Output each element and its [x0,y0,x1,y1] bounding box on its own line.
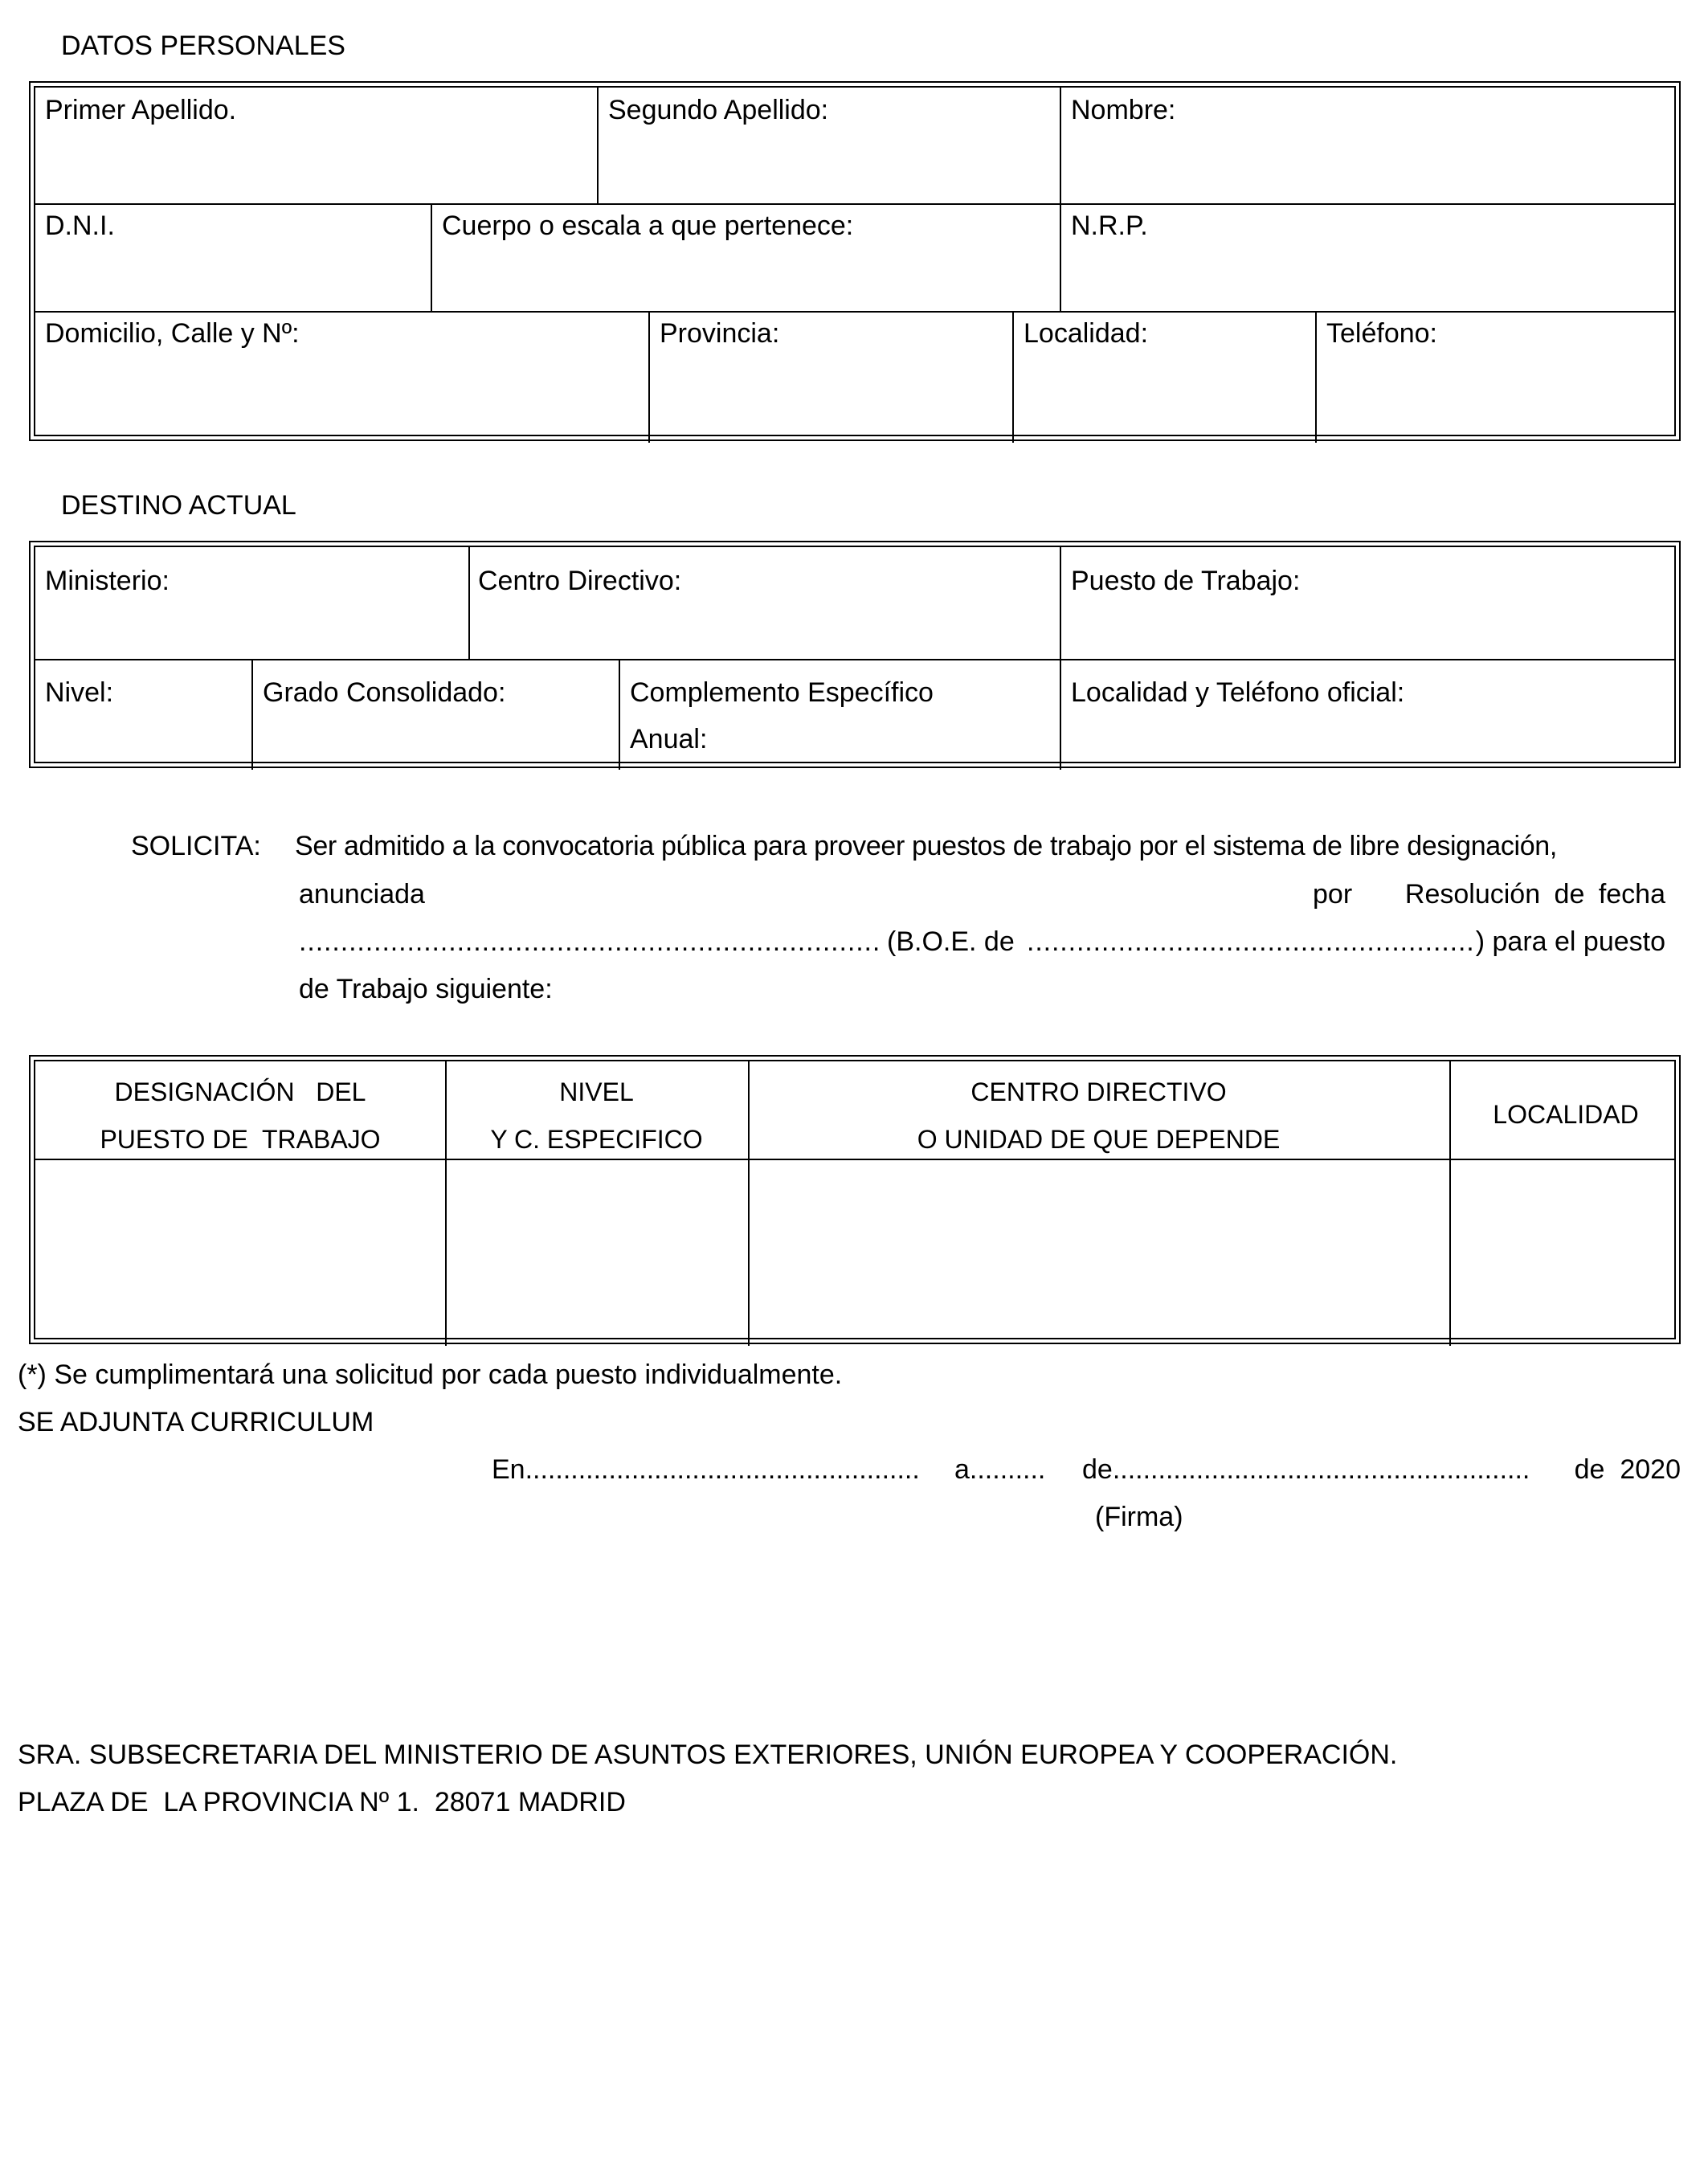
field-nivel[interactable]: Nivel: [45,677,114,708]
place-en[interactable]: En.................................................... [492,1454,920,1485]
col-divider [251,659,253,770]
field-localidad-telefono-oficial[interactable]: Localidad y Teléfono oficial: [1071,677,1405,708]
header-designacion-l2: PUESTO DE TRABAJO [100,1125,381,1154]
row-divider [35,311,1674,313]
solicita-para-el-puesto: ) para el puesto [1475,926,1665,957]
header-centro-directivo-l2: O UNIDAD DE QUE DEPENDE [917,1125,1281,1154]
solicita-line-4: de Trabajo siguiente: [299,974,553,1004]
field-segundo-apellido[interactable]: Segundo Apellido: [608,95,829,125]
solicita-boe-label: (B.O.E. de [887,926,1015,957]
col-divider [597,88,599,203]
recipient-line-1: SRA. SUBSECRETARIA DEL MINISTERIO DE ASUNTOS EXTERIORES, UNIÓN EUROPEA Y COOPERACIÓN. [18,1740,1398,1770]
field-complemento-especifico[interactable]: Complemento Específico [630,677,934,708]
date-year: de 2020 [1574,1454,1681,1485]
field-puesto-trabajo[interactable]: Puesto de Trabajo: [1071,566,1301,596]
datos-personales-box [29,81,1681,441]
section-title-destino-actual: DESTINO ACTUAL [61,490,296,521]
section-title-datos-personales: DATOS PERSONALES [61,31,345,61]
field-grado-consolidado[interactable]: Grado Consolidado: [263,677,506,708]
date-day[interactable]: a.......... [954,1454,1046,1485]
field-primer-apellido[interactable]: Primer Apellido. [45,95,237,125]
field-complemento-anual: Anual: [630,724,708,754]
destino-actual-box [29,541,1681,768]
header-nivel-l2: Y C. ESPECIFICO [490,1125,703,1154]
solicita-resolucion-fecha: Resolución de fecha [1404,879,1665,910]
field-centro-directivo[interactable]: Centro Directivo: [478,566,682,596]
col-divider [1315,311,1317,443]
solicita-por: por [1313,879,1353,910]
row-divider [35,203,1674,205]
table-cell-localidad[interactable] [1451,1159,1684,1346]
field-domicilio[interactable]: Domicilio, Calle y Nº: [45,318,300,349]
table-cell-nivel[interactable] [447,1159,748,1346]
row-divider [35,659,1674,660]
field-ministerio[interactable]: Ministerio: [45,566,170,596]
col-divider [1060,547,1061,770]
field-localidad[interactable]: Localidad: [1024,318,1149,349]
solicita-line-1: Ser admitido a la convocatoria pública para proveer puestos de trabajo por el sistema de libre designación, [295,831,1557,861]
field-cuerpo-escala[interactable]: Cuerpo o escala a que pertenece: [442,211,854,241]
col-divider [431,203,432,311]
col-divider [468,547,470,659]
recipient-line-2: PLAZA DE LA PROVINCIA Nº 1. 28071 MADRID [18,1787,626,1817]
field-provincia[interactable]: Provincia: [660,318,780,349]
col-divider [619,659,620,770]
header-localidad: LOCALIDAD [1493,1100,1639,1129]
solicita-label: SOLICITA: [131,831,261,861]
solicita-dots-boe[interactable]: ...................................................... [1027,926,1475,957]
footnote: (*) Se cumplimentará una solicitud por cada puesto individualmente. [18,1359,843,1390]
field-nombre[interactable]: Nombre: [1071,95,1176,125]
firma-label: (Firma) [1095,1502,1183,1532]
col-divider [1060,88,1061,311]
table-cell-centro-directivo[interactable] [750,1159,1449,1346]
col-divider [648,311,650,443]
header-centro-directivo-l1: CENTRO DIRECTIVO [970,1077,1227,1106]
field-dni[interactable]: D.N.I. [45,211,115,241]
solicita-dots-fecha[interactable]: ...................................................................... [299,926,881,957]
date-month[interactable]: de....................................................... [1082,1454,1530,1485]
field-telefono[interactable]: Teléfono: [1326,318,1437,349]
se-adjunta-curriculum: SE ADJUNTA CURRICULUM [18,1407,374,1437]
puesto-table [29,1055,1681,1344]
field-nrp[interactable]: N.R.P. [1071,211,1148,241]
header-nivel-l1: NIVEL [559,1077,634,1106]
col-divider [1012,311,1014,443]
header-designacion-l1: DESIGNACIÓN DEL [114,1077,366,1106]
table-cell-designacion[interactable] [35,1159,445,1346]
solicita-anunciada: anunciada [299,879,425,910]
